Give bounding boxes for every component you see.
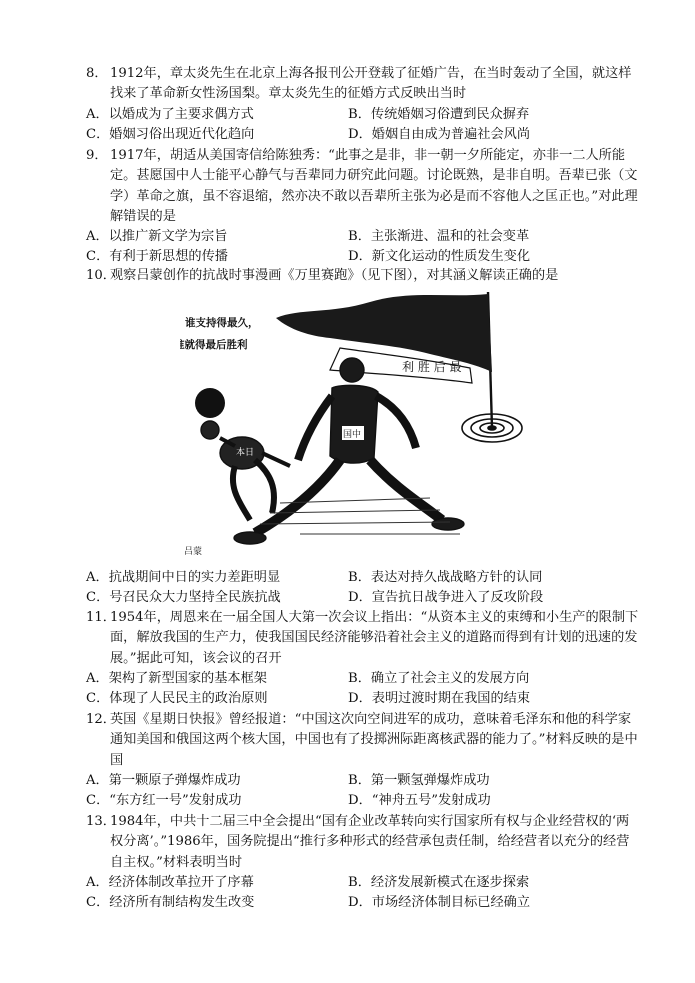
option-b[interactable]: B．确立了社会主义的发展方向 (348, 670, 530, 686)
option-b[interactable]: B．经济发展新模式在逐步探索 (348, 874, 530, 890)
question-number: 9． (86, 148, 108, 163)
question-11 (86, 608, 642, 709)
options (86, 771, 642, 812)
cartoon-signature: 吕蒙 (184, 547, 203, 557)
option-a[interactable]: A．以推广新文学为宗旨 (86, 229, 228, 245)
cartoon-illustration (180, 288, 525, 566)
cartoon-figure (180, 288, 525, 566)
cartoon-caption-line2: 谁就得最后胜利 (180, 339, 248, 351)
question-stem (86, 146, 642, 227)
option-a[interactable]: A．架构了新型国家的基本框架 (86, 670, 267, 686)
option-d[interactable]: D．市场经济体制目标已经确立 (348, 895, 531, 911)
option-d[interactable]: D．表明过渡时期在我国的结束 (348, 691, 531, 707)
options (86, 669, 642, 710)
option-c[interactable]: C．“东方红一号”发射成功 (86, 793, 242, 809)
option-d[interactable]: D．“神舟五号”发射成功 (348, 793, 491, 809)
question-number: 10． (86, 268, 116, 283)
option-a[interactable]: A．经济体制改革拉开了序幕 (86, 874, 254, 890)
option-a[interactable]: A．以婚成为了主要求偶方式 (86, 106, 254, 122)
question-stem (86, 608, 642, 669)
option-d[interactable]: D．婚姻自由成为普遍社会风尚 (348, 126, 531, 142)
option-c[interactable]: C．经济所有制结构发生改变 (86, 895, 255, 911)
question-number: 13． (86, 814, 116, 829)
question-stem (86, 812, 642, 873)
runner-china-label: 国中 (343, 430, 362, 440)
option-c[interactable]: C．有利于新思想的传播 (86, 249, 228, 265)
option-d[interactable]: D．宣告抗日战争进入了反攻阶段 (348, 590, 544, 606)
question-stem (86, 710, 642, 771)
flag-text: 利 胜 后 最 (402, 360, 462, 374)
question-9 (86, 146, 642, 268)
question-number: 12． (86, 712, 116, 727)
cartoon-caption-line1: 谁支持得最久， (185, 317, 259, 329)
option-b[interactable]: B．传统婚姻习俗遭到民众摒弃 (348, 106, 530, 122)
question-12 (86, 710, 642, 811)
runner-china (234, 358, 464, 544)
option-c[interactable]: C．婚姻习俗出现近代化趋向 (86, 126, 255, 142)
question-text: 观察吕蒙创作的抗战时事漫画《万里赛跑》（见下图），对其涵义解读正确的是 (110, 268, 559, 283)
question-text: 英国《星期日快报》曾经报道：“中国这次向空间进军的成功，意味着毛泽东和他的科学家通知美国和俄国这两个核大国，中国也有了投掷洲际距离核武器的能力了。”材料反映的是中国 (110, 712, 638, 768)
option-b[interactable]: B．表达对持久战战略方针的认同 (348, 570, 543, 585)
question-number: 11． (86, 610, 116, 625)
question-10-options (86, 568, 642, 609)
option-c[interactable]: C．体现了人民民主的政治原则 (86, 691, 268, 707)
options (86, 227, 642, 268)
option-d[interactable]: D．新文化运动的性质发生变化 (348, 249, 531, 265)
question-8 (86, 64, 642, 145)
runner-japan (201, 421, 290, 520)
option-c[interactable]: C．号召民众大力坚持全民族抗战 (86, 590, 281, 606)
runner-japan-label: 本日 (236, 448, 255, 458)
question-stem (86, 64, 642, 105)
question-text: 1954年，周恩来在一届全国人大第一次会议上指出：“从资本主义的束缚和小生产的限制下面，解放我国的生产力，使我国国民经济能够沿着社会主义的道路而得到有计划的迅速的发展。”据此可知，该会议的召开 (110, 610, 639, 666)
question-13 (86, 812, 642, 913)
question-number: 8． (86, 66, 108, 81)
question-text: 1984年，中共十二届三中全会提出“国有企业改革转向实行国家所有权与企业经营权的‘两权分离’。”1986年，国务院提出“推行多种形式的经营承包责任制，给经营者以充分的经营自主权。”材料表明当时 (110, 814, 630, 870)
question-text: 1912年，章太炎先生在北京上海各报刊公开登载了征婚广告，在当时轰动了全国，就这样找来了革命新女性汤国梨。章太炎先生的征婚方式反映出当时 (110, 66, 632, 102)
sun-ball (195, 388, 225, 418)
option-a[interactable]: A．第一颗原子弹爆炸成功 (86, 772, 241, 788)
option-a[interactable]: A．抗战期间中日的实力差距明显 (86, 570, 281, 585)
options (86, 873, 642, 914)
question-10 (86, 266, 642, 286)
options (86, 568, 642, 609)
question-stem (86, 266, 642, 286)
question-text: 1917年，胡适从美国寄信给陈独秀：“此事之是非，非一朝一夕所能定，亦非一二人所能定。甚愿国中人士能平心静气与吾辈同力研究此问题。讨论既熟，是非自明。吾辈已张（文学）革命之旗，虽不容退缩，然亦决不敢以吾辈所主张为必是而不容他人之匡正也。”对此理解错误的是 (110, 148, 638, 224)
option-b[interactable]: B．主张渐进、温和的社会变革 (348, 229, 530, 245)
options (86, 105, 642, 146)
option-b[interactable]: B．第一颗氢弹爆炸成功 (348, 772, 490, 788)
